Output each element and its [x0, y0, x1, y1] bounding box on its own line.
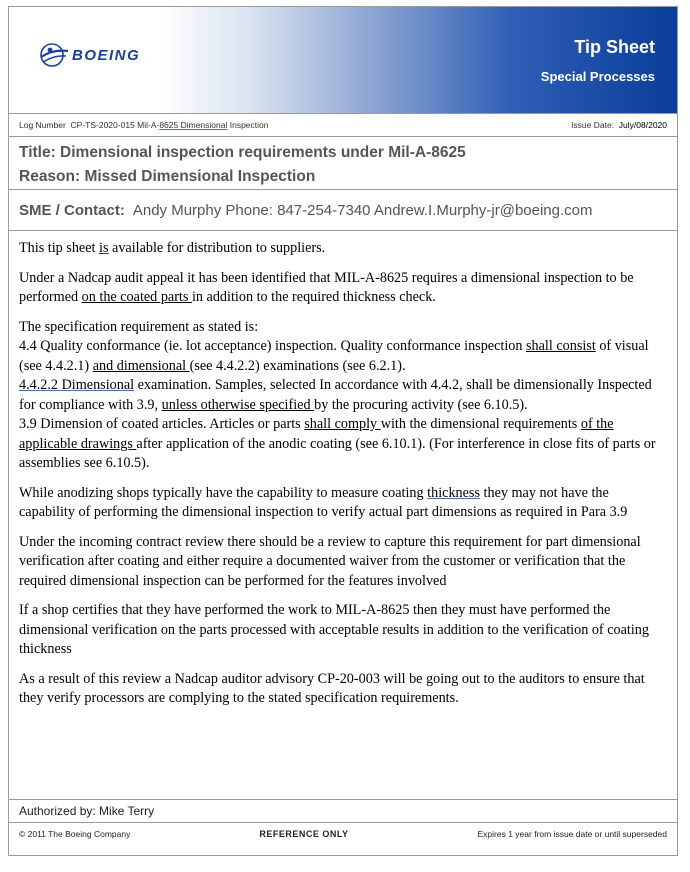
paragraph-advisory: As a result of this review a Nadcap auditor advisory CP-20-003 will be going out to the auditors to ensure that they verify processors are complying to the stated specification requirements. [19, 670, 645, 706]
log-row [9, 113, 677, 137]
text-span: While anodizing shops typically have the capability to measure coating [19, 484, 428, 501]
document-reason: Reason: Missed Dimensional Inspection [19, 168, 316, 185]
paragraph-certification: If a shop certifies that they have performed the work to MIL-A-8625 then they must have performed the dimensional verification on the parts processed with acceptable results in addition to the verification of coating thickness [19, 602, 649, 657]
text-span: of the applicable drawings [19, 416, 614, 452]
sme-contact [9, 190, 677, 231]
log-link: 8625 Dimensional [159, 120, 228, 130]
text-span: on the coated parts [81, 289, 192, 305]
text-span: 3.9 Dimension of coated articles. Articles or parts [19, 416, 305, 432]
title-block [9, 137, 677, 190]
tip-body [9, 231, 677, 800]
reference-only: REFERENCE ONLY [259, 829, 349, 839]
log-suffix: Inspection [227, 120, 269, 130]
tip-sheet-subtitle: Special Processes [540, 69, 655, 84]
issue-label: Issue Date: [571, 120, 615, 130]
text-span: 4.4.2.2 Dimensional [19, 377, 135, 393]
log-prefix: CP-TS-2020-015 Mil-A- [70, 120, 160, 130]
text-span: with the dimensional requirements [380, 416, 581, 432]
tip-sheet-page [8, 6, 678, 856]
paragraph-contract-review: Under the incoming contract review there should be a review to capture this requirement for part dimensional verification after coating and either require a documented waiver from the customer or verification that the required dimensional inspection can be performed for the features involved [19, 533, 641, 589]
sme-value: Andy Murphy Phone: 847-254-7340 Andrew.I.Murphy-jr@boeing.com [132, 201, 593, 219]
text-span: and dimensional [92, 357, 190, 374]
text-span: (see 4.4.2.2) examinations (see 6.2.1). [189, 357, 406, 374]
log-number [19, 120, 269, 130]
paragraph-distribution [19, 239, 667, 259]
tip-sheet-title: Tip Sheet [574, 37, 655, 57]
paragraph-anodizing-shops [19, 484, 667, 523]
footer [9, 823, 677, 845]
issue-date-value: July/08/2020 [618, 120, 667, 130]
header-banner [9, 7, 677, 113]
paragraph-audit-appeal [19, 269, 667, 308]
text-span: This tip sheet [19, 240, 99, 256]
text-span: thickness [427, 484, 480, 501]
boeing-globe-icon [39, 41, 69, 69]
boeing-logo [39, 41, 140, 69]
text-span: shall comply [304, 416, 381, 432]
copyright: © 2011 The Boeing Company [19, 829, 131, 839]
text-span: available for distribution to suppliers. [108, 240, 326, 256]
expiry-note: Expires 1 year from issue date or until superseded [477, 829, 667, 839]
sme-label: SME / Contact: [19, 201, 125, 219]
logo-text: BOEING [72, 46, 141, 64]
text-span: The specification requirement as stated is: [19, 318, 259, 335]
text-span: in addition to the required thickness check. [191, 289, 436, 305]
text-span: they may not have the capability of performing the dimensional inspection to verify actual part dimensions as required in Para 3.9 [19, 484, 628, 520]
banner-gradient [159, 7, 677, 113]
document-title: Title: Dimensional inspection requirements under Mil-A-8625 [19, 144, 466, 161]
text-span: 4.4 Quality conformance (ie. lot acceptance) inspection. Quality conformance inspection [19, 338, 527, 354]
text-span: Under a Nadcap audit appeal it has been identified that MIL-A-8625 requires a dimensional inspection to be performed [19, 269, 634, 305]
text-span: examination. Samples, selected In accordance with 4.4.2, shall be dimensionally Inspected for compliance with 3.9, [19, 377, 652, 413]
text-span: is [99, 240, 109, 256]
text-span: of visual (see 4.4.2.1) [19, 338, 649, 374]
text-span: shall consist [526, 338, 596, 354]
log-label: Log Number [19, 120, 66, 130]
issue-date [571, 120, 667, 130]
text-span: by the procuring activity (see 6.10.5). [314, 396, 528, 413]
authorized-by: Authorized by: Mike Terry [9, 800, 677, 823]
paragraph-spec-requirement [19, 318, 667, 474]
text-span: unless otherwise specified [161, 396, 315, 413]
text-span: after application of the anodic coating (see 6.10.1). (For interference in close fits of parts or assemblies see 6.10.5). [19, 435, 656, 471]
